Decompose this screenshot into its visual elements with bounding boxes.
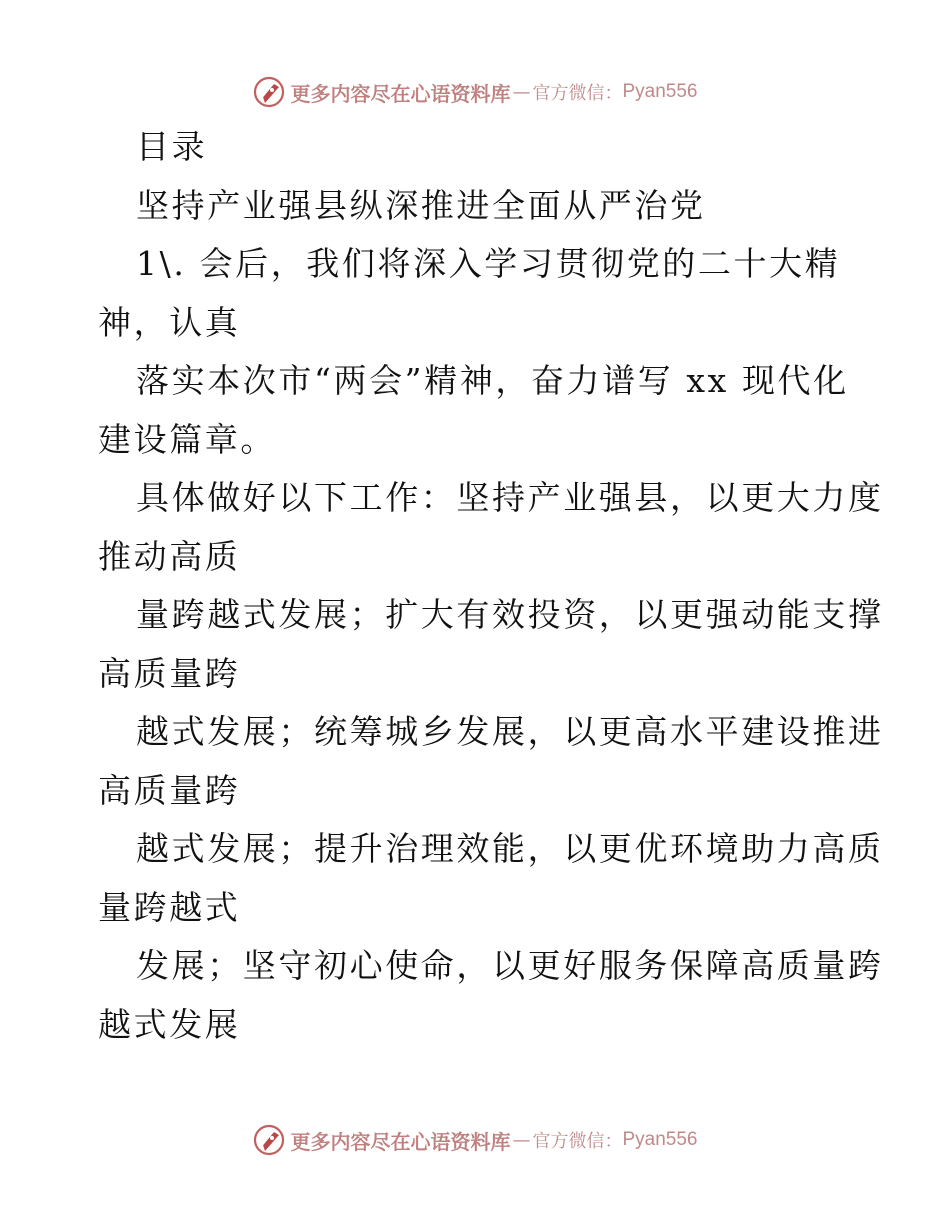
toc-heading: 目录 bbox=[136, 127, 208, 166]
paragraph-line: 具体做好以下工作：坚持产业强县，以更大力度 bbox=[136, 478, 884, 517]
paragraph-line: 量跨越式发展；扩大有效投资，以更强动能支撑 bbox=[136, 595, 884, 634]
pen-nib-logo-icon bbox=[252, 75, 286, 109]
paragraph-line: 推动高质 bbox=[98, 536, 241, 576]
footer-watermark bbox=[0, 1120, 950, 1160]
watermark-wechat-label: 官方微信： bbox=[532, 1131, 623, 1152]
paragraph-line: 高质量跨 bbox=[98, 653, 241, 693]
watermark-wechat-id: Pyan556 bbox=[622, 1129, 698, 1150]
pen-nib-logo-icon bbox=[252, 1123, 286, 1157]
watermark-main-text: 更多内容尽在心语资料库 bbox=[290, 81, 511, 106]
paragraph-line: 落实本次市“两会”精神，奋力谱写 xx 现代化 bbox=[136, 361, 849, 400]
paragraph-line: 越式发展 bbox=[98, 1004, 241, 1044]
watermark-dash: — bbox=[512, 1129, 531, 1151]
header-watermark bbox=[0, 72, 950, 112]
paragraph-line: 越式发展；统筹城乡发展，以更高水平建设推进 bbox=[136, 712, 884, 751]
paragraph-line: 高质量跨 bbox=[98, 770, 241, 810]
paragraph-line: 1\. 会后，我们将深入学习贯彻党的二十大精 bbox=[136, 244, 841, 283]
watermark-wechat-id: Pyan556 bbox=[622, 81, 698, 102]
paragraph-line: 发展；坚守初心使命，以更好服务保障高质量跨 bbox=[136, 946, 884, 985]
watermark-main-text: 更多内容尽在心语资料库 bbox=[290, 1129, 511, 1154]
paragraph-line: 神，认真 bbox=[98, 302, 241, 342]
paragraph-line: 建设篇章。 bbox=[98, 419, 276, 459]
watermark-dash: — bbox=[512, 81, 531, 103]
document-title: 坚持产业强县纵深推进全面从严治党 bbox=[136, 185, 706, 225]
paragraph-line: 量跨越式 bbox=[98, 887, 241, 927]
paragraph-line: 越式发展；提升治理效能，以更优环境助力高质 bbox=[136, 829, 884, 868]
watermark-wechat-label: 官方微信： bbox=[532, 83, 623, 104]
document-body bbox=[98, 118, 884, 1054]
